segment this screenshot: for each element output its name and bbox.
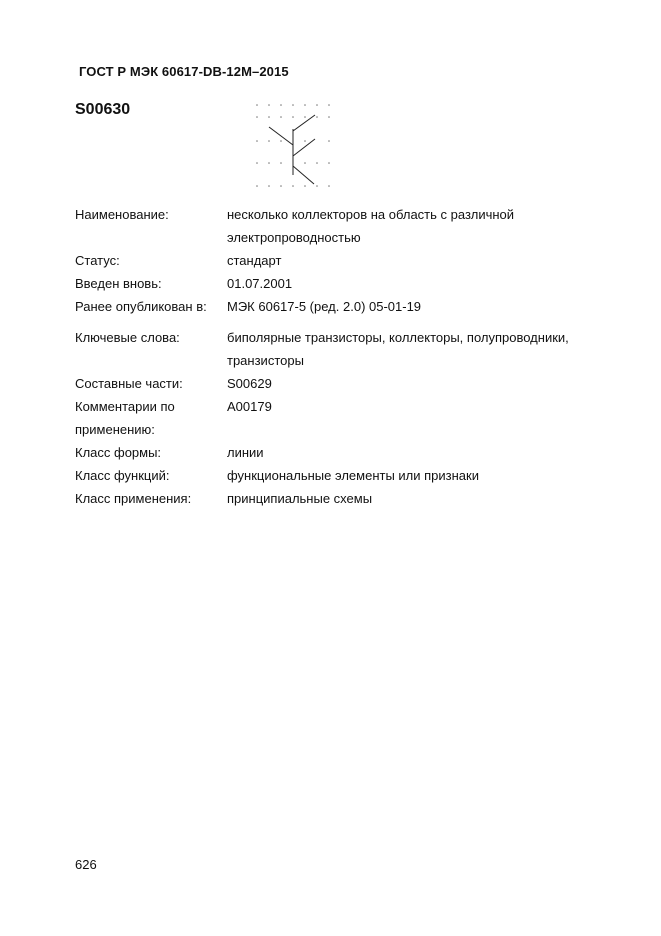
field-shape-class: Класс формы: линии <box>75 445 264 460</box>
field-keywords: Ключевые слова: биполярные транзисторы, коллекторы, полупроводники, транзисторы <box>75 330 569 368</box>
multiple-collectors-symbol-icon <box>250 98 340 198</box>
document-header: ГОСТ Р МЭК 60617-DB-12M–2015 <box>79 64 289 79</box>
symbol-code: S00630 <box>75 101 131 118</box>
field-function-class: Класс функций: функциональные элементы или признаки <box>75 468 479 483</box>
field-components: Составные части: S00629 <box>75 376 272 391</box>
field-name: Наименование: несколько коллекторов на область с различной электропроводностью <box>75 207 515 245</box>
field-status: Статус: стандарт <box>75 253 282 268</box>
field-introduced: Введен вновь: 01.07.2001 <box>75 276 293 291</box>
symbol-properties <box>75 203 615 510</box>
field-application-notes: Комментарии по применению: A00179 <box>75 399 272 437</box>
field-previously-published: Ранее опубликован в: МЭК 60617-5 (ред. 2.0) 05-01-19 <box>75 299 422 314</box>
field-application-class: Класс применения: принципиальные схемы <box>75 491 373 506</box>
page-number: 626 <box>75 857 97 872</box>
